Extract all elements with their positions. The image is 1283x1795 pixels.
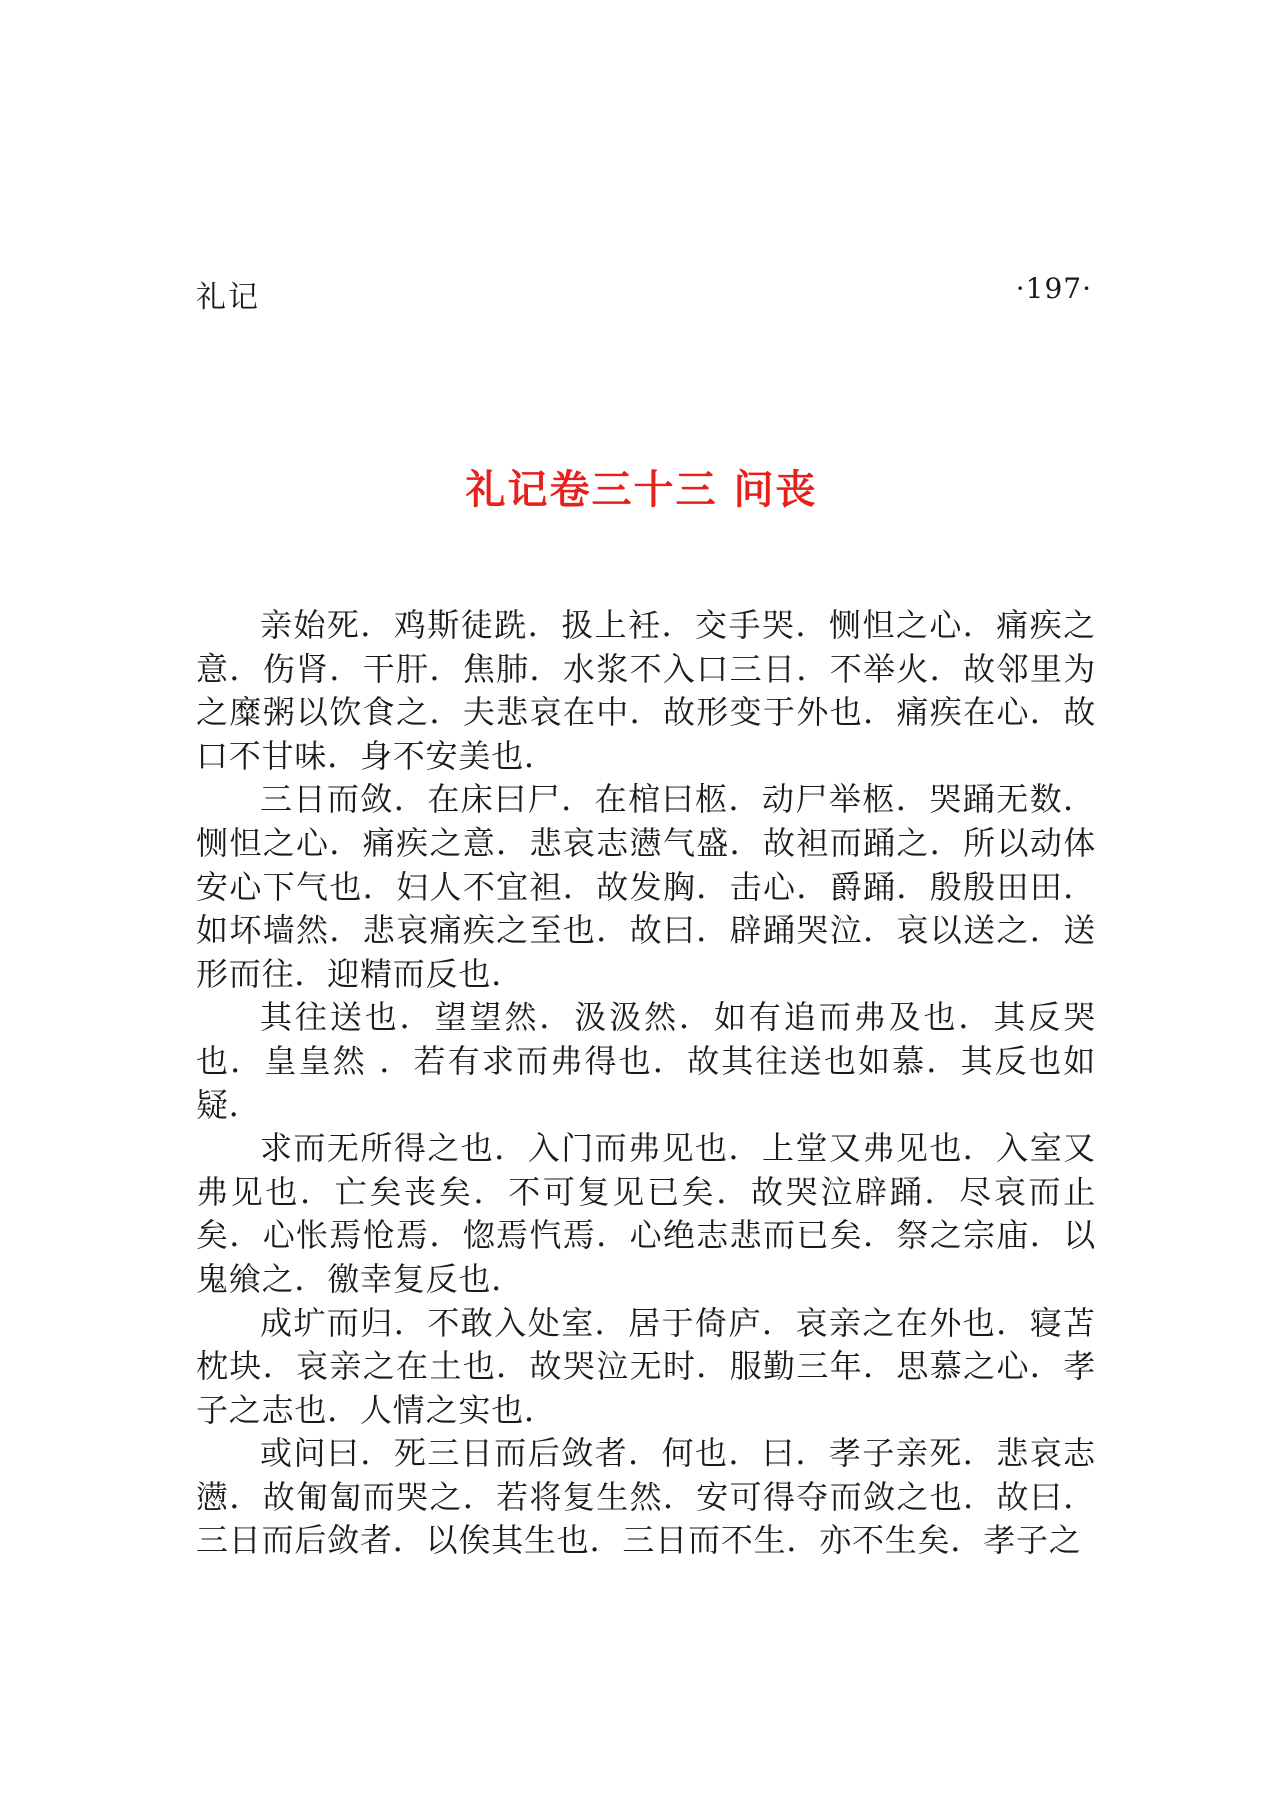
- paragraph: 成圹而归．不敢入处室．居于倚庐．哀亲之在外也．寝苫枕块．哀亲之在土也．故哭泣无时．服勤三年．思慕之心．孝子之志也．人情之实也．: [196, 1303, 1096, 1429]
- chapter-title: 礼记卷三十三 问丧: [465, 467, 818, 513]
- paragraph: 或问曰．死三日而后敛者．何也．曰．孝子亲死．悲哀志懑．故匍匐而哭之．若将复生然．安可得夺而敛之也．故曰．三日而后敛者．以俟其生也．三日而不生．亦不生矣．孝子之: [196, 1434, 1096, 1560]
- page-number: ·197·: [1015, 272, 1092, 305]
- paragraph: 亲始死．鸡斯徒跣．扱上衽．交手哭．恻怛之心．痛疾之意．伤肾．干肝．焦肺．水浆不入口三日．不举火．故邻里为之糜粥以饮食之．夫悲哀在中．故形变于外也．痛疾在心．故口不甘味．身不安美也．: [196, 606, 1096, 775]
- body-text: [196, 604, 1096, 1563]
- paragraph: 三日而敛．在床曰尸．在棺曰柩．动尸举柩．哭踊无数．恻怛之心．痛疾之意．悲哀志懑气盛．故袒而踊之．所以动体安心下气也．妇人不宜袒．故发胸．击心．爵踊．殷殷田田．如坏墙然．悲哀痛疾之至也．故曰．辟踊哭泣．哀以送之．送形而往．迎精而反也．: [196, 780, 1096, 993]
- paragraph: 求而无所得之也．入门而弗见也．上堂又弗见也．入室又弗见也．亡矣丧矣．不可复见已矣．故哭泣辟踊．尽哀而止矣．心怅焉怆焉．惚焉忾焉．心绝志悲而已矣．祭之宗庙．以鬼飨之．徼幸复反也．: [196, 1129, 1096, 1298]
- book-name: 礼记: [196, 280, 260, 315]
- running-head: [196, 272, 1092, 316]
- paragraph: 其往送也．望望然．汲汲然．如有追而弗及也．其反哭也．皇皇然 ．若有求而弗得也．故其往送也如慕．其反也如疑．: [196, 998, 1096, 1124]
